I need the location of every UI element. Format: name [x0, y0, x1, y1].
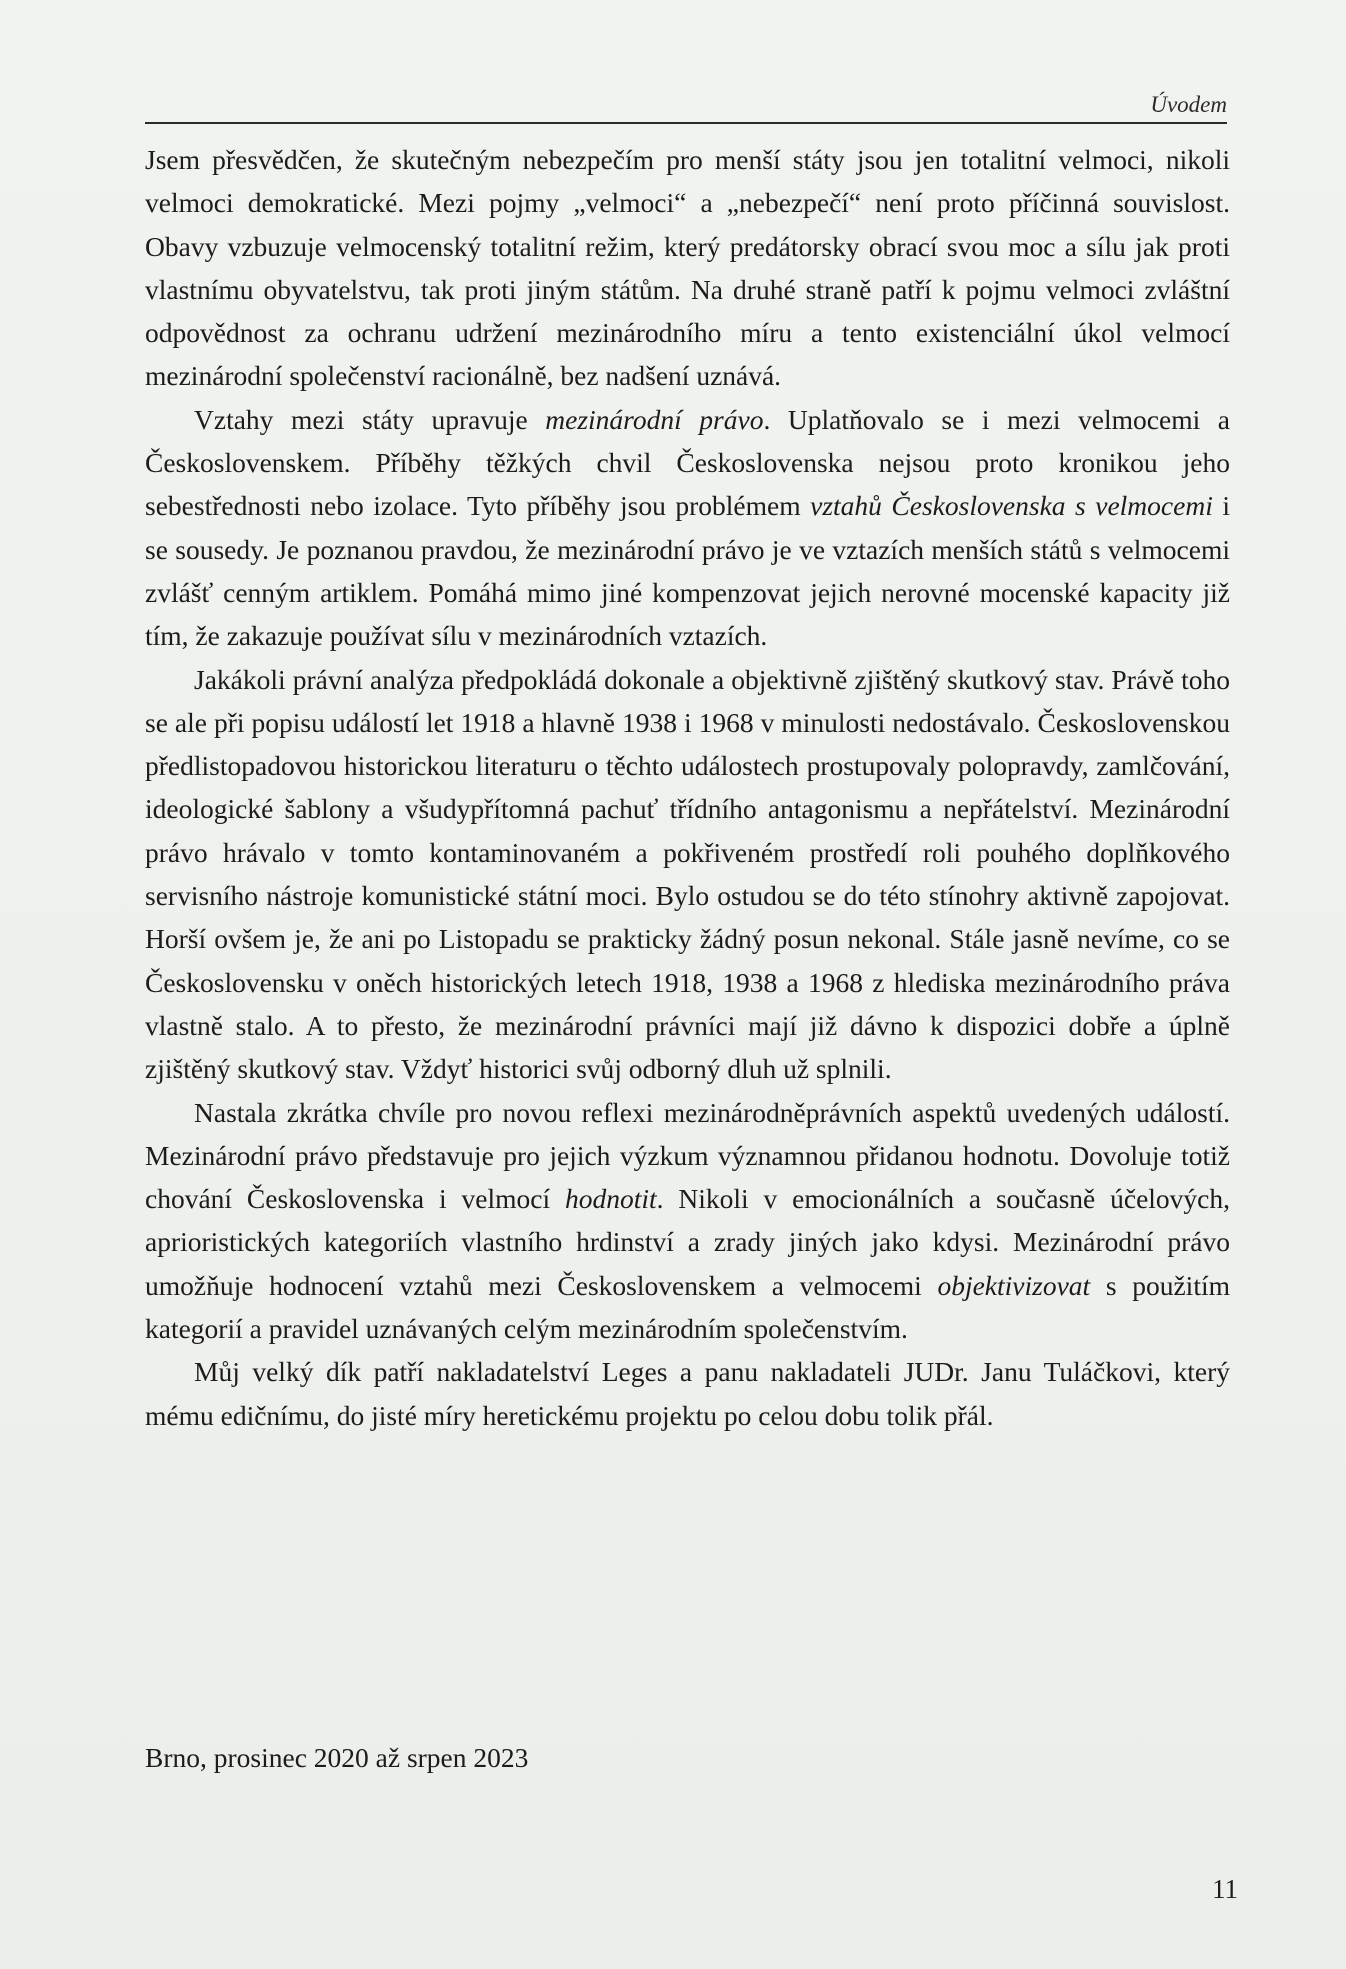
paragraph-3	[145, 658, 1230, 1091]
paragraph-2	[145, 398, 1230, 658]
paragraph-4-text: Nastala zkrátka chvíle pro novou reflexi mezinárodněprávních aspektů uvedených událostí. Mezinárodní právo představuje pro jejich výzkum významnou přidanou hodnotu. Dovoluje totiž chování Československa i velmocí	[145, 1096, 1230, 1215]
place-and-date: Brno, prosinec 2020 až srpen 2023	[145, 1742, 529, 1773]
paragraph-4-text: . Nikoli v emocionálních a současně účelových, aprioristických kategoriích vlastního hrdinství a zrady jiných jako kdysi. Mezinárodní právo umožňuje hodnocení vztahů mezi Československem a velmocemi	[145, 1183, 1231, 1301]
paragraph-1-text: Jsem přesvědčen, že skutečným nebezpečím pro menší státy jsou jen totalitní velmoci, nikoli velmoci demokratické. Mezi pojmy „velmoci“ a „nebezpečí“ není proto příčinná souvislost. Obavy vzbuzuje velmocenský totalitní režim, který predátorsky obrací svou moc a sílu jak proti vlastnímu obyvatelstvu, tak proti jiným státům. Na druhé straně patří k pojmu velmoci zvláštní odpovědnost za ochranu udržení mezinárodního míru a tento existenciální úkol velmocí mezinárodní společenství racionálně, bez nadšení uznává.	[145, 144, 1230, 392]
paragraph-2-text: . Uplatňovalo se i mezi velmocemi a Československem. Příběhy těžkých chvil Československa nejsou proto kronikou jeho sebestřednosti nebo izolace. Tyto příběhy jsou problémem	[145, 403, 1230, 522]
paragraph-2-text: i se sousedy. Je poznanou pravdou, že mezinárodní právo je ve vztazích menších států s velmocemi zvlášť cenným artiklem. Pomáhá mimo jiné kompenzovat jejich nerovné mocenské kapacity již tím, že zakazuje používat sílu v mezinárodních vztazích.	[145, 490, 1230, 652]
page-number: 11	[1212, 1874, 1238, 1904]
italic-term-mezinarodni-pravo: mezinárodní právo	[545, 403, 764, 435]
paragraph-4-text: s použitím kategorií a pravidel uznávaných celým mezinárodním společenstvím.	[145, 1269, 1230, 1345]
italic-term-hodnotit: hodnotit	[564, 1183, 657, 1215]
paragraph-1	[145, 138, 1230, 398]
italic-term-objektivizovat: objektivizovat	[937, 1269, 1091, 1301]
italic-term-vztahu-ceskoslovenska: vztahů Československa s velmocemi	[810, 490, 1213, 522]
paragraph-2-text: Vztahy mezi státy upravuje	[194, 403, 546, 435]
paragraph-3-text: Jakákoli právní analýza předpokládá dokonale a objektivně zjištěný skutkový stav. Právě toho se ale při popisu událostí let 1918 a hlavně 1938 i 1968 v minulosti nedostávalo. Československou předlistopadovou historickou literaturu o těchto událostech prostupovaly polopravdy, zamlčování, ideologické šablony a všudypřítomná pachuť třídního antagonismu a nepřátelství. Mezinárodní právo hrávalo v tomto kontaminovaném a pokřiveném prostředí roli pouhého doplňkového servisního nástroje komunistické státní moci. Bylo ostudou se do této stínohry aktivně zapojovat. Horší ovšem je, že ani po Listopadu se prakticky žádný posun nekonal. Stále jasně nevíme, co se Československu v oněch historických letech 1918, 1938 a 1968 z hlediska mezinárodního práva vlastně stalo. A to přesto, že mezinárodní právníci mají již dávno k dispozici dobře a úplně zjištěný skutkový stav. Vždyť historici svůj odborný dluh už splnili.	[145, 663, 1230, 1085]
paragraph-5	[145, 1350, 1230, 1437]
body-text	[145, 138, 1230, 1437]
paragraph-5-text: Můj velký dík patří nakladatelství Leges a panu nakladateli JUDr. Janu Tuláčkovi, který mému edičnímu, do jisté míry heretickému projektu po celou dobu tolik přál.	[145, 1356, 1230, 1431]
running-header-title: Úvodem	[1150, 92, 1227, 117]
running-header	[145, 92, 1227, 124]
paragraph-4	[145, 1091, 1230, 1351]
